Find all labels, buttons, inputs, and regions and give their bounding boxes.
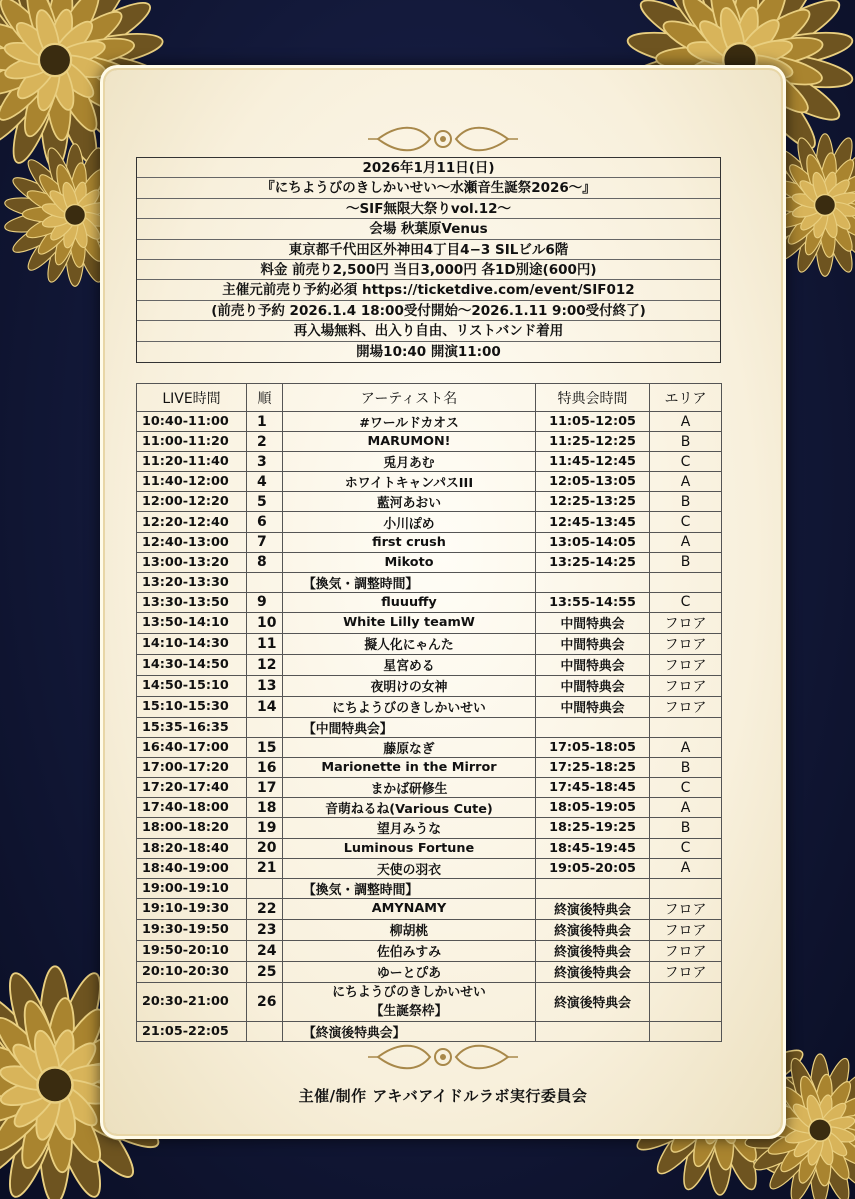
event-venue: 会場 秋葉原Venus xyxy=(137,219,720,239)
order-cell xyxy=(247,1021,283,1041)
table-row xyxy=(137,532,722,552)
event-info-box xyxy=(136,157,721,363)
order-cell xyxy=(247,717,283,737)
bonus-time-cell xyxy=(536,717,650,737)
timetable-body xyxy=(137,412,722,1042)
live-time-cell: 17:40-18:00 xyxy=(137,798,247,818)
live-time-cell: 19:30-19:50 xyxy=(137,919,247,940)
live-time-cell: 20:10-20:30 xyxy=(137,961,247,982)
area-cell xyxy=(650,572,722,592)
artist-name: にちようびのきしかいせい xyxy=(332,984,486,1000)
table-row xyxy=(137,412,722,432)
artist-cell: #ワールドカオス xyxy=(283,412,536,432)
live-time-cell: 21:05-22:05 xyxy=(137,1021,247,1041)
live-time-cell: 19:10-19:30 xyxy=(137,898,247,919)
area-cell: A xyxy=(650,738,722,758)
artist-cell: ホワイトキャンパスIII xyxy=(283,472,536,492)
area-cell: B xyxy=(650,818,722,838)
area-cell: フロア xyxy=(650,696,722,717)
table-row xyxy=(137,961,722,982)
order-cell: 25 xyxy=(247,961,283,982)
area-cell: B xyxy=(650,432,722,452)
order-cell: 16 xyxy=(247,758,283,778)
artist-cell: 夜明けの女神 xyxy=(283,675,536,696)
artist-cell: にちようびのきしかいせい xyxy=(283,696,536,717)
table-row xyxy=(137,717,722,737)
area-cell xyxy=(650,717,722,737)
table-row xyxy=(137,898,722,919)
table-row xyxy=(137,512,722,532)
bonus-time-cell: 11:25-12:25 xyxy=(536,432,650,452)
order-cell xyxy=(247,572,283,592)
live-time-cell: 13:30-13:50 xyxy=(137,592,247,612)
artist-cell: AMYNAMY xyxy=(283,898,536,919)
area-cell: フロア xyxy=(650,919,722,940)
live-time-cell: 14:30-14:50 xyxy=(137,654,247,675)
area-cell xyxy=(650,982,722,1021)
area-cell: C xyxy=(650,512,722,532)
table-row xyxy=(137,572,722,592)
bonus-time-cell: 中間特典会 xyxy=(536,654,650,675)
bonus-time-cell xyxy=(536,878,650,898)
bonus-time-cell: 終演後特典会 xyxy=(536,898,650,919)
bonus-time-cell: 中間特典会 xyxy=(536,633,650,654)
event-price: 料金 前売り2,500円 当日3,000円 各1D別途(600円) xyxy=(137,260,720,280)
order-cell: 19 xyxy=(247,818,283,838)
bonus-time-cell: 中間特典会 xyxy=(536,612,650,633)
bonus-time-cell: 終演後特典会 xyxy=(536,961,650,982)
bonus-time-cell: 12:25-13:25 xyxy=(536,492,650,512)
table-row xyxy=(137,798,722,818)
live-time-cell: 15:35-16:35 xyxy=(137,717,247,737)
event-subtitle: 〜SIF無限大祭りvol.12〜 xyxy=(137,199,720,219)
bonus-time-cell: 19:05-20:05 xyxy=(536,858,650,878)
artist-cell: まかば研修生 xyxy=(283,778,536,798)
table-row xyxy=(137,858,722,878)
order-cell: 22 xyxy=(247,898,283,919)
order-cell: 5 xyxy=(247,492,283,512)
bonus-time-cell: 18:05-19:05 xyxy=(536,798,650,818)
table-row xyxy=(137,838,722,858)
artist-cell: 小川ぽめ xyxy=(283,512,536,532)
area-cell xyxy=(650,1021,722,1041)
area-cell: C xyxy=(650,838,722,858)
artist-cell: 兎月あむ xyxy=(283,452,536,472)
artist-cell: 佐伯みすみ xyxy=(283,940,536,961)
order-cell: 21 xyxy=(247,858,283,878)
table-row xyxy=(137,675,722,696)
live-time-cell: 11:20-11:40 xyxy=(137,452,247,472)
bonus-time-cell: 終演後特典会 xyxy=(536,940,650,961)
bonus-time-cell: 中間特典会 xyxy=(536,675,650,696)
area-cell: C xyxy=(650,592,722,612)
live-time-cell: 12:20-12:40 xyxy=(137,512,247,532)
live-time-cell: 12:40-13:00 xyxy=(137,532,247,552)
artist-cell: 藍河あおい xyxy=(283,492,536,512)
live-time-cell: 12:00-12:20 xyxy=(137,492,247,512)
bonus-time-cell: 12:45-13:45 xyxy=(536,512,650,532)
order-cell: 10 xyxy=(247,612,283,633)
artist-cell: 【換気・調整時間】 xyxy=(283,878,536,898)
column-header-artist: アーティスト名 xyxy=(283,384,536,412)
live-time-cell: 19:50-20:10 xyxy=(137,940,247,961)
area-cell xyxy=(650,878,722,898)
bonus-time-cell: 13:25-14:25 xyxy=(536,552,650,572)
table-row xyxy=(137,818,722,838)
organizer-credit: 主催/制作 アキバアイドルラボ実行委員会 xyxy=(298,1087,588,1105)
table-row xyxy=(137,452,722,472)
area-cell: A xyxy=(650,412,722,432)
artist-cell: 【換気・調整時間】 xyxy=(283,572,536,592)
bonus-time-cell: 終演後特典会 xyxy=(536,919,650,940)
bonus-time-cell: 11:05-12:05 xyxy=(536,412,650,432)
artist-cell: Marionette in the Mirror xyxy=(283,758,536,778)
table-row xyxy=(137,778,722,798)
table-row xyxy=(137,919,722,940)
bonus-time-cell: 終演後特典会 xyxy=(536,982,650,1021)
event-reservation-period: (前売り予約 2026.1.4 18:00受付開始〜2026.1.11 9:00受付終了) xyxy=(137,301,720,321)
live-time-cell: 17:00-17:20 xyxy=(137,758,247,778)
artist-cell: first crush xyxy=(283,532,536,552)
timetable-header-row xyxy=(137,384,722,412)
table-row xyxy=(137,738,722,758)
table-row xyxy=(137,472,722,492)
bonus-time-cell: 中間特典会 xyxy=(536,696,650,717)
live-time-cell: 11:00-11:20 xyxy=(137,432,247,452)
order-cell: 7 xyxy=(247,532,283,552)
area-cell: フロア xyxy=(650,654,722,675)
area-cell: フロア xyxy=(650,612,722,633)
live-time-cell: 13:20-13:30 xyxy=(137,572,247,592)
timetable xyxy=(136,383,722,1042)
order-cell: 20 xyxy=(247,838,283,858)
order-cell: 8 xyxy=(247,552,283,572)
column-header-bonus-time: 特典会時間 xyxy=(536,384,650,412)
artist-cell: 【中間特典会】 xyxy=(283,717,536,737)
artist-cell: 天使の羽衣 xyxy=(283,858,536,878)
artist-cell: 望月みうな xyxy=(283,818,536,838)
table-row-closing xyxy=(137,1021,722,1041)
area-cell: B xyxy=(650,492,722,512)
table-row xyxy=(137,492,722,512)
live-time-cell: 18:40-19:00 xyxy=(137,858,247,878)
order-cell: 11 xyxy=(247,633,283,654)
artist-cell: Mikoto xyxy=(283,552,536,572)
live-time-cell: 19:00-19:10 xyxy=(137,878,247,898)
bonus-time-cell: 17:45-18:45 xyxy=(536,778,650,798)
table-row xyxy=(137,696,722,717)
artist-cell: 擬人化にゃんた xyxy=(283,633,536,654)
area-cell: A xyxy=(650,532,722,552)
column-header-live-time: LIVE時間 xyxy=(137,384,247,412)
bonus-time-cell: 17:05-18:05 xyxy=(536,738,650,758)
bonus-time-cell xyxy=(536,1021,650,1041)
event-open-start: 開場10:40 開演11:00 xyxy=(356,343,501,360)
area-cell: B xyxy=(650,552,722,572)
order-cell: 15 xyxy=(247,738,283,758)
table-row xyxy=(137,878,722,898)
ornament-flourish-icon xyxy=(368,122,518,156)
live-time-cell: 15:10-15:30 xyxy=(137,696,247,717)
column-header-area: エリア xyxy=(650,384,722,412)
area-cell: B xyxy=(650,758,722,778)
order-cell: 17 xyxy=(247,778,283,798)
artist-cell: 柳胡桃 xyxy=(283,919,536,940)
live-time-cell: 13:50-14:10 xyxy=(137,612,247,633)
live-time-cell: 13:00-13:20 xyxy=(137,552,247,572)
area-cell: フロア xyxy=(650,633,722,654)
artist-cell: 【終演後特典会】 xyxy=(283,1021,536,1041)
table-row xyxy=(137,612,722,633)
artist-cell: ゆーとぴあ xyxy=(283,961,536,982)
order-cell: 4 xyxy=(247,472,283,492)
artist-cell xyxy=(283,982,536,1021)
bonus-time-cell: 12:05-13:05 xyxy=(536,472,650,492)
live-time-cell: 11:40-12:00 xyxy=(137,472,247,492)
order-cell: 12 xyxy=(247,654,283,675)
bonus-time-cell: 13:55-14:55 xyxy=(536,592,650,612)
order-cell: 23 xyxy=(247,919,283,940)
order-cell: 26 xyxy=(247,982,283,1021)
area-cell: フロア xyxy=(650,898,722,919)
order-cell: 2 xyxy=(247,432,283,452)
artist-cell: MARUMON! xyxy=(283,432,536,452)
live-time-cell: 17:20-17:40 xyxy=(137,778,247,798)
area-cell: C xyxy=(650,778,722,798)
event-title: 『にちようびのきしかいせい〜水瀬音生誕祭2026〜』 xyxy=(137,178,720,198)
table-row xyxy=(137,552,722,572)
live-time-cell: 14:10-14:30 xyxy=(137,633,247,654)
artist-cell: fluuuffy xyxy=(283,592,536,612)
event-reservation: 主催元前売り予約必須 https://ticketdive.com/event/SIF012 xyxy=(137,280,720,300)
artist-cell: 星宮める xyxy=(283,654,536,675)
live-time-cell: 16:40-17:00 xyxy=(137,738,247,758)
table-row xyxy=(137,432,722,452)
event-address: 東京都千代田区外神田4丁目4−3 SILビル6階 xyxy=(137,240,720,260)
order-cell: 6 xyxy=(247,512,283,532)
artist-cell: 音萌ねるね(Various Cute) xyxy=(283,798,536,818)
artist-tag: 【生誕祭枠】 xyxy=(370,1003,448,1019)
area-cell: A xyxy=(650,798,722,818)
artist-cell: White Lilly teamW xyxy=(283,612,536,633)
table-row xyxy=(137,654,722,675)
live-time-cell: 18:20-18:40 xyxy=(137,838,247,858)
event-date: 2026年1月11日(日) xyxy=(137,158,720,178)
table-row xyxy=(137,758,722,778)
live-time-cell: 10:40-11:00 xyxy=(137,412,247,432)
ornament-flourish-icon xyxy=(368,1040,518,1074)
column-header-order: 順 xyxy=(247,384,283,412)
live-time-cell: 14:50-15:10 xyxy=(137,675,247,696)
artist-cell: 藤原なぎ xyxy=(283,738,536,758)
order-cell: 24 xyxy=(247,940,283,961)
order-cell xyxy=(247,878,283,898)
table-row xyxy=(137,633,722,654)
artist-cell: Luminous Fortune xyxy=(283,838,536,858)
area-cell: フロア xyxy=(650,961,722,982)
table-row xyxy=(137,940,722,961)
order-cell: 13 xyxy=(247,675,283,696)
bonus-time-cell: 17:25-18:25 xyxy=(536,758,650,778)
bonus-time-cell: 11:45-12:45 xyxy=(536,452,650,472)
live-time-cell: 20:30-21:00 xyxy=(137,982,247,1021)
area-cell: C xyxy=(650,452,722,472)
area-cell: フロア xyxy=(650,675,722,696)
event-reentry-note: 再入場無料、出入り自由、リストバンド着用 xyxy=(137,321,720,341)
table-row xyxy=(137,592,722,612)
bonus-time-cell xyxy=(536,572,650,592)
area-cell: フロア xyxy=(650,940,722,961)
order-cell: 1 xyxy=(247,412,283,432)
area-cell: A xyxy=(650,472,722,492)
bonus-time-cell: 13:05-14:05 xyxy=(536,532,650,552)
bonus-time-cell: 18:45-19:45 xyxy=(536,838,650,858)
order-cell: 3 xyxy=(247,452,283,472)
order-cell: 9 xyxy=(247,592,283,612)
area-cell: A xyxy=(650,858,722,878)
bonus-time-cell: 18:25-19:25 xyxy=(536,818,650,838)
live-time-cell: 18:00-18:20 xyxy=(137,818,247,838)
order-cell: 14 xyxy=(247,696,283,717)
order-cell: 18 xyxy=(247,798,283,818)
table-row-birthday xyxy=(137,982,722,1021)
